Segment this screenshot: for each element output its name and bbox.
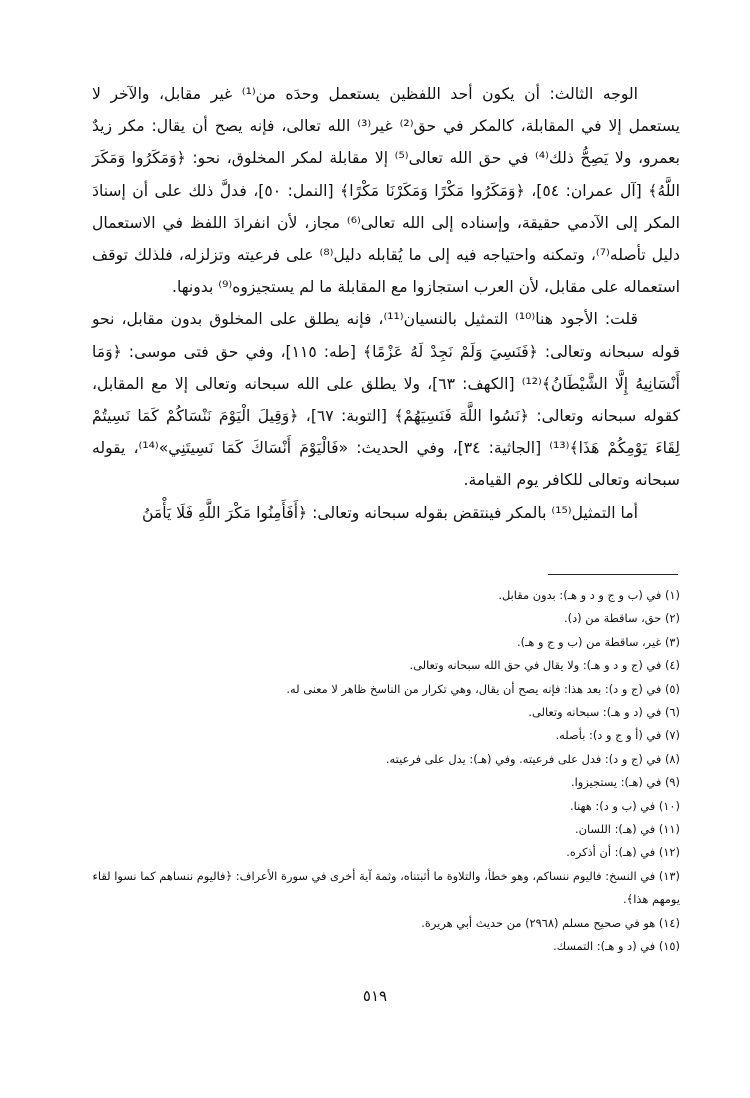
footnote-15: (١٥) في (د و هـ): التمسك. [553,939,680,954]
footnote-2: (٢) حق، ساقطة من (د). [564,611,680,626]
paragraph-forgetting-example: قلت: الأجود هنا⁽¹⁰⁾ التمثيل بالنسيان⁽¹¹⁾، فإنه يطلق على المخلوق بدون مقابل، نحو قوله سبحانه وتعالى: ﴿فَنَسِيَ وَلَمْ نَجِدْ لَهُ عَزْمًا﴾ [طه: ١١٥]، وفي حق فتى موسى: ﴿وَمَا أَنْسَانِيهُ إِلَّا الشَّيْطَانُ﴾⁽¹²⁾ [الكهف: ٦٣]، ولا يطلق على الله سبحانه وتعالى إلا مع المقابل، كقوله سبحانه وتعالى: ﴿نَسُوا اللَّهَ فَنَسِيَهُمْ﴾ [التوبة: ٦٧]، ﴿وَقِيلَ الْيَوْمَ نَنْسَاكُمْ كَمَا نَسِيتُمْ لِقَاءَ يَوْمِكُمْ هَذَا﴾⁽¹³⁾ [الجاثية: ٣٤]، وفي الحديث: «فَالْيَوْمَ أَنْسَاكَ كَمَا نَسِيتَنِي»⁽¹⁴⁾، يقوله سبحانه وتعالى للكافر يوم القيامة. [92,310,681,490]
footnote-14: (١٤) هو في صحيح مسلم (٢٩٦٨) من حديث أبي هريرة. [421,915,680,930]
footnote-9: (٩) في (هـ): يستجيزوا. [570,775,680,790]
paragraph-makr-objection: أما التمثيل⁽¹⁵⁾ بالمكر فينتقض بقوله سبحانه وتعالى: ﴿أَفَأَمِنُوا مَكْرَ اللَّهِ فَلَا يَأْمَنُ [142,503,638,522]
footnote-5: (٥) في (ج و د): بعد هذا: فإنه يصح أن يقال، وهي تكرار من الناسخ ظاهر لا معنى له. [286,681,680,696]
paragraph-third-aspect: الوجه الثالث: أن يكون أحد اللفظين يستعمل وحدَه من⁽¹⁾ غير مقابل، والآخر لا يستعمل إلا في المقابلة، كالمكر في حق⁽²⁾ غير⁽³⁾ الله تعالى، فإنه يصح أن يقال: مكر زيدٌ بعمرو، ولا يَصِحُّ ذلك⁽⁴⁾ في حق الله تعالى⁽⁵⁾ إلا مقابلة لمكر المخلوق، نحو: ﴿وَمَكَرُوا وَمَكَرَ اللَّهُ﴾ [آل عمران: ٥٤]، ﴿وَمَكَرُوا مَكْرًا وَمَكَرْنَا مَكْرًا﴾ [النمل: ٥٠]، فدلَّ ذلك على أن إسنادَ المكر إلى الآدمي حقيقة، وإسناده إلى الله تعالى⁽⁶⁾ مجاز، لأن انفرادَ اللفظ في الاستعمال دليل تأصله⁽⁷⁾، وتمكنه واحتياجه فيه إلى ما يُقابله دليل⁽⁸⁾ على فرعيته وتزلزله، فلذلك توقف استعماله على مقابل، لأن العرب استجازوا مع المقابلة ما لم يستجيزوه⁽⁹⁾ بدونها. [92,85,680,297]
footnote-1: (١) في (ب و ج و د و هـ): بدون مقابل. [498,588,680,602]
footnote-10: (١٠) في (ب و د): ههنا. [570,798,680,813]
footnote-12: (١٢) في (هـ): أن أذكره. [566,845,680,860]
footnote-11: (١١) في (هـ): اللسان. [574,822,680,837]
footnote-separator [548,574,678,575]
footnote-7: (٧) في (أ و ج و د): بأصله. [555,728,680,743]
page-number: ٥١٩ [362,987,388,1005]
footnote-3: (٣) غير، ساقطة من (ب و ج و هـ). [517,634,680,649]
footnote-8: (٨) في (ج و د): فدل على فرعيته. وفي (هـ): يدل على فرعيته. [385,751,680,766]
footnotes [92,584,680,959]
main-text [92,78,680,529]
footnote-4: (٤) في (ج و د و هـ): ولا يقال في حق الله سبحانه وتعالى. [409,658,680,673]
footnote-13: (١٣) في النسخ: فاليوم ننساكم، وهو خطأ، والتلاوة ما أثبتناه، وثمة آية أخرى في سورة الأعراف: ﴿فاليوم ننساهم كما نسوا لقاء يومهم هذا﴾. [92,868,680,907]
footnote-6: (٦) في (د و هـ): سبحانه وتعالى. [528,705,680,720]
